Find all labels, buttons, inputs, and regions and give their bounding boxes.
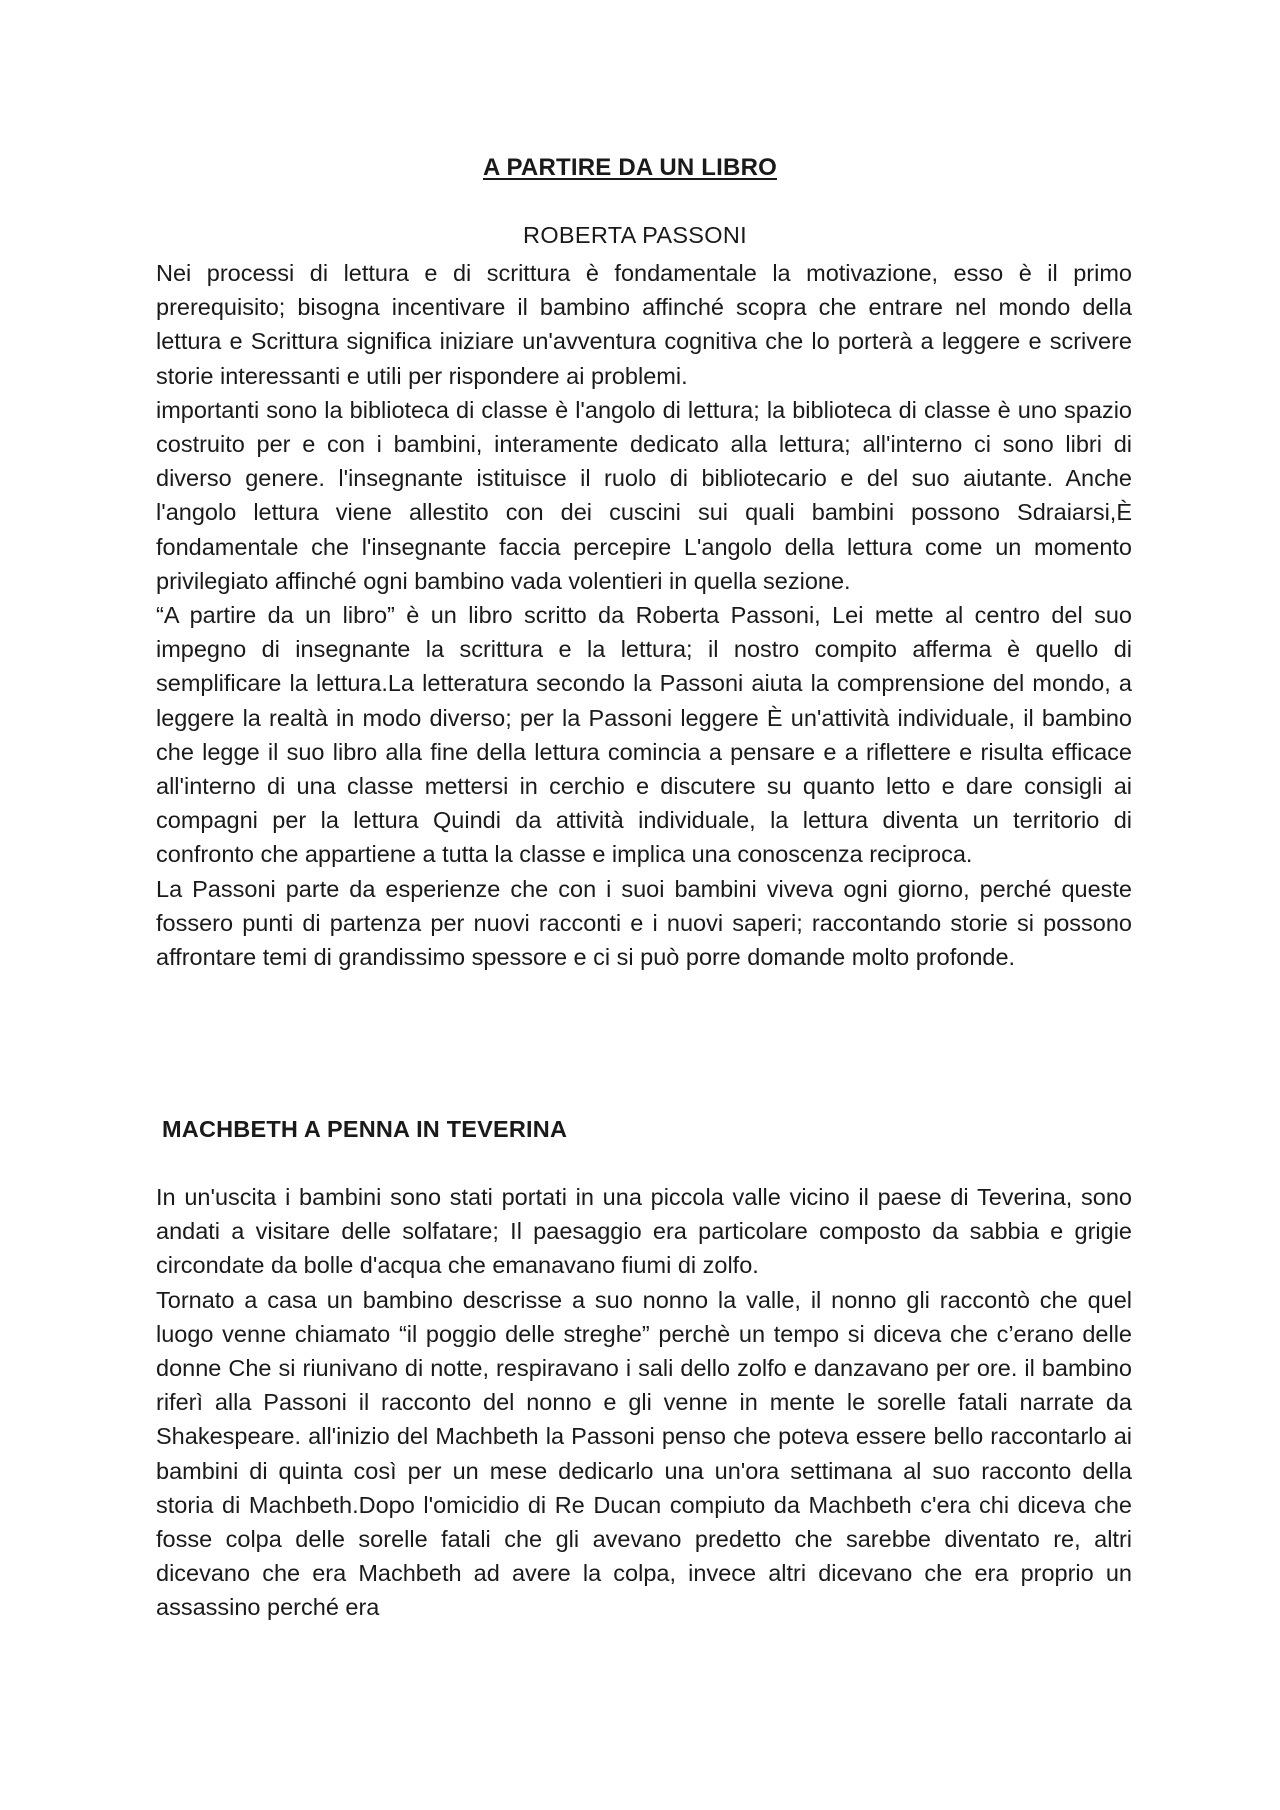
paragraph: In un'uscita i bambini sono stati portati in una piccola valle vicino il paese di Teverina, sono andati a visitare delle solfatare; Il paesaggio era particolare composto da sabbia e grigie circondate da bolle d'acqua che emanavano fiumi di zolfo.: [156, 1184, 1132, 1279]
paragraph: “A partire da un libro” è un libro scritto da Roberta Passoni, Lei mette al centro del suo impegno di insegnante la scrittura e la lettura; il nostro compito afferma è quello di semplificare la lettura.La letteratura secondo la Passoni aiuta la comprensione del mondo, a leggere la realtà in modo diverso; per la Passoni leggere È un'attività individuale, il bambino che legge il suo libro alla fine della lettura comincia a pensare e a riflettere e risulta efficace all'interno di una classe mettersi in cerchio e discutere su quanto letto e dare consigli ai compagni per la lettura Quindi da attività individuale, la lettura diventa un territorio di confronto che appartiene a tutta la classe e implica una conoscenza reciproca.: [156, 602, 1132, 868]
section-text-block: [156, 1180, 1132, 1625]
paragraph: importanti sono la biblioteca di classe è l'angolo di lettura; la biblioteca di classe è uno spazio costruito per e con i bambini, interamente dedicato alla lettura; all'interno ci sono libri di diverso genere. l'insegnante istituisce il ruolo di bibliotecario e del suo aiutante. Anche l'angolo lettura viene allestito con dei cuscini sui quali bambini possono Sdraiarsi,È fondamentale che l'insegnante faccia percepire L'angolo della lettura come un momento privilegiato affinché ogni bambino vada volentieri in quella sezione.: [156, 396, 1132, 594]
intro-text-block: [156, 256, 1132, 974]
paragraph: Nei processi di lettura e di scrittura è fondamentale la motivazione, esso è il primo prerequisito; bisogna incentivare il bambino affinché scopra che entrare nel mondo della lettura e Scrittura significa iniziare un'avventura cognitiva che lo porterà a leggere e scrivere storie interessanti e utili per rispondere ai problemi.: [156, 260, 1132, 389]
section-heading: MACHBETH A PENNA IN TEVERINA: [162, 1116, 568, 1142]
document-title: A PARTIRE DA UN LIBRO: [483, 154, 777, 181]
paragraph: La Passoni parte da esperienze che con i suoi bambini viveva ogni giorno, perché queste fossero punti di partenza per nuovi racconti e i nuovi saperi; raccontando storie si possono affrontare temi di grandissimo spessore e ci si può porre domande molto profonde.: [156, 875, 1132, 971]
document-author: ROBERTA PASSONI: [523, 222, 747, 248]
paragraph: Tornato a casa un bambino descrisse a suo nonno la valle, il nonno gli raccontò che quel luogo venne chiamato “il poggio delle streghe” perchè un tempo si diceva che c’erano delle donne Che si riunivano di notte, respiravano i sali dello zolfo e danzavano per ore. il bambino riferì alla Passoni il racconto del nonno e gli venne in mente le sorelle fatali narrate da Shakespeare. all'inizio del Machbeth la Passoni penso che poteva essere bello raccontarlo ai bambini di quinta così per un mese dedicarlo una un'ora settimana al suo racconto della storia di Machbeth.Dopo l'omicidio di Re Ducan compiuto da Machbeth c'era chi diceva che fosse colpa delle sorelle fatali che gli avevano predetto che sarebbe diventato re, altri dicevano che era Machbeth ad avere la colpa, invece altri dicevano che era proprio un assassino perché era: [156, 1286, 1132, 1621]
